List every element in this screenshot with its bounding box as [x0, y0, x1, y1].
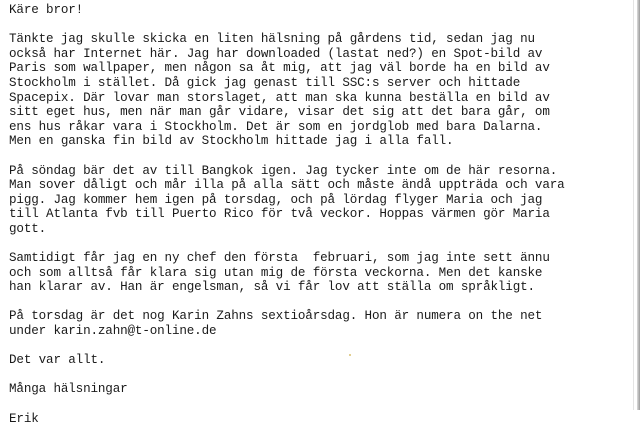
text-line: Men en ganska fin bild av Stockholm hittade jag i alla fall.: [9, 134, 454, 149]
paragraph-gap: [9, 339, 634, 354]
paragraph-5: Det var allt.: [9, 353, 106, 368]
paragraph-1: [9, 32, 634, 149]
text-line: under karin.zahn@t-online.de: [9, 324, 217, 339]
paragraph-gap: [9, 237, 634, 252]
text-line: Man sover dåligt och mår illa på alla sätt och måste ändå uppträda och vara: [9, 178, 565, 193]
text-line: Spacepix. Där lovar man storslaget, att man ska kunna beställa en bild av: [9, 90, 550, 105]
paragraph-gap: [9, 295, 634, 310]
paragraph-gap: [9, 149, 634, 164]
paragraph-3: [9, 251, 634, 295]
text-line: och som alltså får klara sig utan mig de första veckorna. Men det kanske: [9, 265, 543, 280]
text-line: till Atlanta fvb till Puerto Rico för två veckor. Hoppas värmen gör Maria: [9, 207, 550, 222]
paragraph-gap: [9, 397, 634, 412]
scan-edge-line: [633, 0, 634, 410]
text-line: Tänkte jag skulle skicka en liten hälsning på gårdens tid, sedan jag nu: [9, 32, 535, 47]
letter-closing: Många hälsningar: [9, 382, 128, 397]
paragraph-gap: [9, 18, 634, 33]
letter-greeting: Käre bror!: [9, 3, 84, 17]
paragraph-4: [9, 309, 634, 338]
paragraph-gap: [9, 368, 634, 383]
text-line: ens hus råkar vara i Stockholm. Det är som en jordglob med bara Dalarna.: [9, 119, 543, 134]
text-line: På söndag bär det av till Bangkok igen. Jag tycker inte om de här resorna.: [9, 163, 558, 178]
text-line: Stockholm i stället. Då gick jag genast till SSC:s server och hittade: [9, 75, 521, 90]
letter-body: [9, 3, 634, 426]
text-line: Samtidigt får jag en ny chef den första februari, som jag inte sett ännu: [9, 251, 550, 266]
letter-signature: Erik: [9, 411, 39, 426]
text-line: sitt eget hus, men när man går vidare, visar det sig att det bara går, om: [9, 105, 550, 120]
text-line: gott.: [9, 221, 47, 236]
text-line: han klarar av. Han är engelsman, så vi får lov att ställa om språkligt.: [9, 280, 535, 295]
text-line: pigg. Jag kommer hem igen på torsdag, och på lördag flyger Maria och jag: [9, 192, 543, 207]
scan-speck: [349, 354, 351, 356]
text-line: På torsdag är det nog Karin Zahns sextioårsdag. Hon är numera on the net: [9, 309, 543, 324]
text-line: också har Internet här. Jag har downloaded (lastat ned?) en Spot-bild av: [9, 46, 543, 61]
text-line: Paris som wallpaper, men någon sa åt mig, att jag väl borde ha en bild av: [9, 61, 550, 76]
paragraph-2: [9, 164, 634, 237]
